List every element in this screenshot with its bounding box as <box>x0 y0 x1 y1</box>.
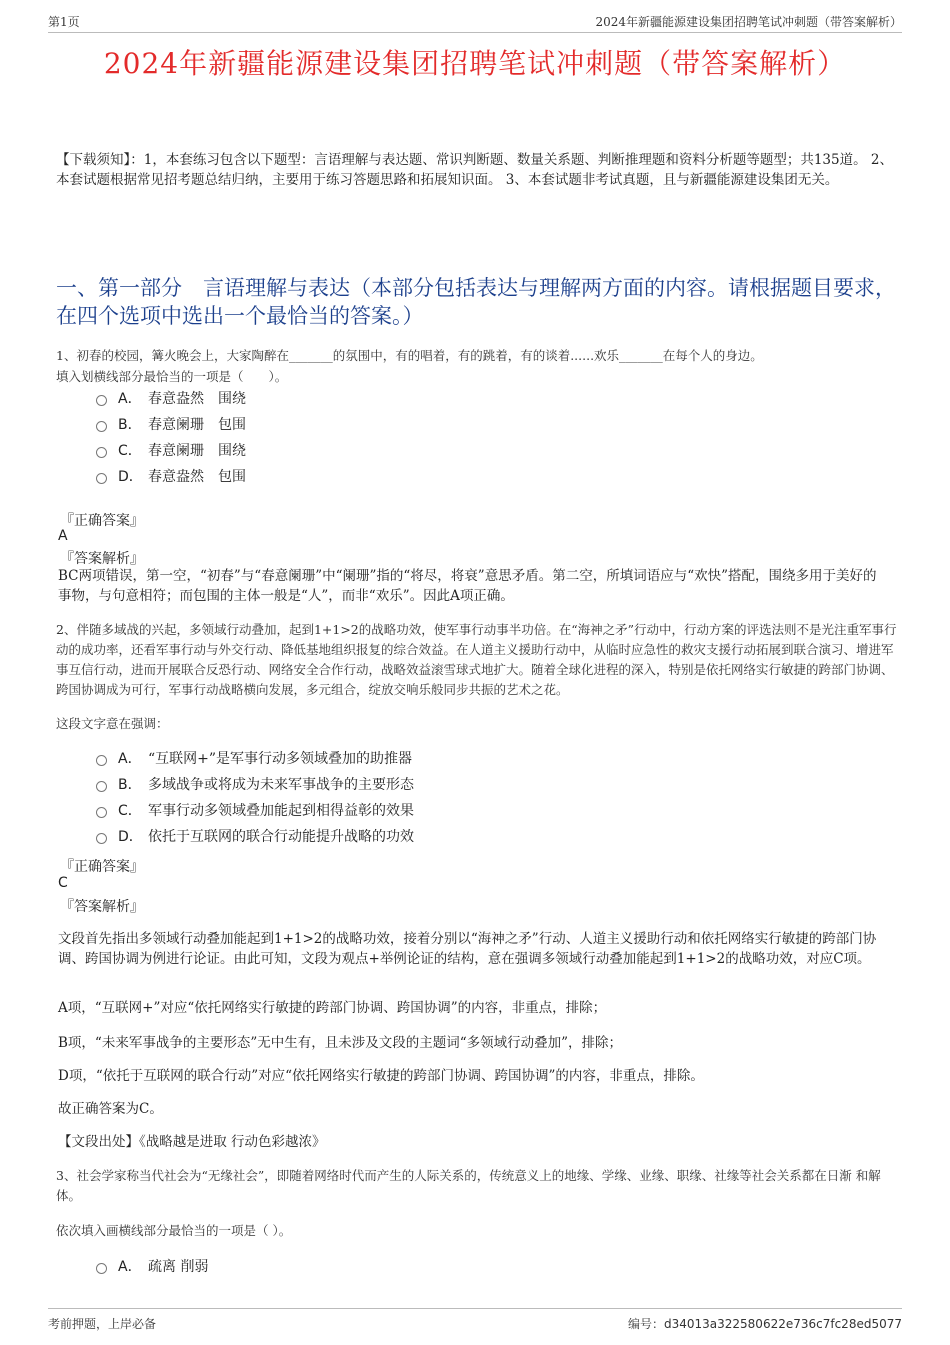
q2-analysis-label: 『答案解析』 <box>60 899 144 915</box>
page-footer <box>48 1308 902 1333</box>
q2-analysis-option-b: B项，“未来军事战争的主要形态”无中生有，且未涉及文段的主题词“多领域行动叠加”，排除； <box>58 1035 623 1051</box>
page-number: 第1页 <box>48 15 80 29</box>
question-2-prompt: 这段文字意在强调： <box>56 716 169 731</box>
q2-conclusion: 故正确答案为C。 <box>58 1101 163 1117</box>
q1-option-d[interactable]: D． 春意盎然 包围 <box>96 466 246 486</box>
q2-answer: C <box>58 875 68 891</box>
question-3-stem: 3、社会学家称当代社会为“无缘社会”，即随着网络时代而产生的人际关系的，传统意义上的地缘、学缘、业缘、职缘、社缘等社会关系都在日渐 和解体。 <box>56 1168 881 1203</box>
question-3-prompt: 依次填入画横线部分最恰当的一项是（ ）。 <box>56 1223 292 1238</box>
radio-icon[interactable] <box>96 1263 107 1274</box>
question-1-stem: 1、初春的校园，篝火晚会上，大家陶醉在_______的氛围中，有的唱着，有的跳着，有的谈着......欢乐_______在每个人的身边。 <box>56 348 763 363</box>
q2-option-c[interactable]: C． 军事行动多领域叠加能起到相得益彰的效果 <box>96 800 414 820</box>
q1-option-a[interactable]: A． 春意盎然 围绕 <box>96 388 246 408</box>
q2-analysis-option-d: D项，“依托于互联网的联合行动”对应“依托网络实行敏捷的跨部门协调、跨国协调”的内容，非重点，排除。 <box>58 1068 704 1084</box>
document-title: 2024年新疆能源建设集团招聘笔试冲刺题（带答案解析） <box>103 47 847 80</box>
radio-icon[interactable] <box>96 395 107 406</box>
radio-icon[interactable] <box>96 447 107 458</box>
radio-icon[interactable] <box>96 473 107 484</box>
footer-doc-id: 编号：d34013a322580622e736c7fc28ed5077 <box>627 1317 902 1331</box>
q1-analysis: BC两项错误，第一空，“初春”与“春意阑珊”中“阑珊”指的“将尽，将衰”意思矛盾。第二空，所填词语应与“欢快”搭配，围绕多用于美好的事物，与句意相符；而包围的主体一般是“人”，而非“欢乐”。因此A项正确。 <box>58 568 877 604</box>
q1-answer-label: 『正确答案』 <box>60 513 144 529</box>
q2-option-b[interactable]: B． 多域战争或将成为未来军事战争的主要形态 <box>96 774 414 794</box>
q2-option-a[interactable]: A． “互联网+”是军事行动多领域叠加的助推器 <box>96 748 412 768</box>
q2-source: 【文段出处】《战略越是进取 行动色彩越浓》 <box>58 1134 326 1150</box>
q2-answer-label: 『正确答案』 <box>60 859 144 875</box>
radio-icon[interactable] <box>96 807 107 818</box>
radio-icon[interactable] <box>96 781 107 792</box>
question-2-stem: 2、伴随多域战的兴起，多领域行动叠加，起到1+1>2的战略功效，使军事行动事半功倍。在“海神之矛”行动中，行动方案的评选法则不是光注重军事行动的成功率，还看军事行动与外交行动、降低基地组织报复的综合效益。在人道主义援助行动中，从临时应急性的救灾支援行动拓展到联合演习、增进军事互信行动，进而开展联合反恐行动、网络安全合作行动，战略效益滚雪球式地扩大。随着全球化进程的深入，特别是依托网络实行敏捷的跨部门协调、跨国协调成为可行，军事行动战略横向发展，多元组合，绽放交响乐般同步共振的艺术之花。 <box>56 622 897 697</box>
q2-analysis-option-a: A项，“互联网+”对应“依托网络实行敏捷的跨部门协调、跨国协调”的内容，非重点，排除； <box>58 1000 607 1016</box>
page-header <box>48 10 902 33</box>
radio-icon[interactable] <box>96 755 107 766</box>
radio-icon[interactable] <box>96 421 107 432</box>
radio-icon[interactable] <box>96 833 107 844</box>
q1-answer: A <box>58 528 68 544</box>
section-heading: 一、第一部分 言语理解与表达（本部分包括表达与理解两方面的内容。请根据题目要求，在四个选项中选出一个最恰当的答案。） <box>56 276 896 328</box>
q1-option-c[interactable]: C． 春意阑珊 围绕 <box>96 440 246 460</box>
q3-option-a[interactable]: A． 疏离 削弱 <box>96 1256 208 1276</box>
q1-option-b[interactable]: B． 春意阑珊 包围 <box>96 414 246 434</box>
q1-analysis-label: 『答案解析』 <box>60 551 144 567</box>
header-doc-title: 2024年新疆能源建设集团招聘笔试冲刺题（带答案解析） <box>595 15 902 29</box>
q2-option-d[interactable]: D． 依托于互联网的联合行动能提升战略的功效 <box>96 826 414 846</box>
footer-slogan: 考前押题，上岸必备 <box>48 1317 157 1331</box>
question-1-prompt: 填入划横线部分最恰当的一项是（ ）。 <box>56 369 288 384</box>
download-notice: 【下载须知】：1，本套练习包含以下题型：言语理解与表达题、常识判断题、数量关系题、判断推理题和资料分析题等题型；共135道。 2、本套试题根据常见招考题总结归纳，主要用于练习答题思路和拓展知识面。 3、本套试题非考试真题，且与新疆能源建设集团无关。 <box>56 152 893 188</box>
q2-analysis-main: 文段首先指出多领域行动叠加能起到1+1>2的战略功效，接着分别以“海神之矛”行动、人道主义援助行动和依托网络实行敏捷的跨部门协调、跨国协调为例进行论证。由此可知，文段为观点+举例论证的结构，意在强调多领域行动叠加能起到1+1>2的战略功效，对应C项。 <box>58 931 877 967</box>
